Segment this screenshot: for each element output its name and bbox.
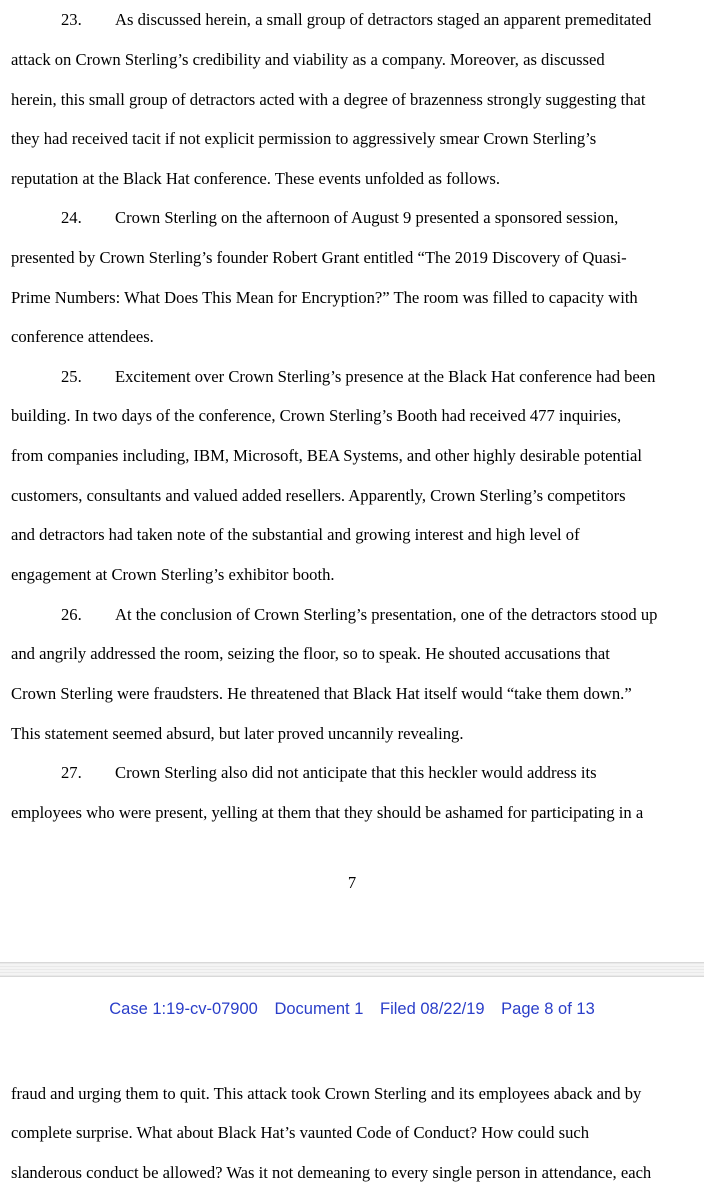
page-8-line-2: complete surprise. What about Black Hat’s vaunted Code of Conduct? How could such <box>11 1123 590 1142</box>
paragraph-25-line-3: from companies including, IBM, Microsoft, BEA Systems, and other highly desirable potential <box>11 446 642 465</box>
paragraph-24-line-4: conference attendees. <box>11 327 154 346</box>
paragraph-number: 26. <box>61 605 82 624</box>
court-filing-header <box>0 999 704 1019</box>
line-text: Crown Sterling also did not anticipate that this heckler would address its <box>115 763 597 782</box>
line-text: As discussed herein, a small group of detractors staged an apparent premeditated <box>115 10 652 29</box>
page-8-line-1: fraud and urging them to quit. This attack took Crown Sterling and its employees aback and by <box>11 1084 642 1103</box>
paragraph-23-line-1 <box>11 10 695 30</box>
page-number: 7 <box>347 873 357 892</box>
filed-date: Filed 08/22/19 <box>380 1000 485 1018</box>
paragraph-24-line-1 <box>11 208 695 228</box>
page-8-line-3: slanderous conduct be allowed? Was it not demeaning to every single person in attendance, each <box>11 1163 652 1182</box>
paragraph-24-line-3: Prime Numbers: What Does This Mean for Encryption?” The room was filled to capacity with <box>11 288 638 307</box>
case-number: Case 1:19-cv-07900 <box>109 1000 258 1018</box>
paragraph-23-line-5: reputation at the Black Hat conference. These events unfolded as follows. <box>11 169 501 188</box>
paragraph-25-line-1 <box>11 367 695 387</box>
paragraph-27-line-2: employees who were present, yelling at them that they should be ashamed for participating in a <box>11 803 644 822</box>
paragraph-23-line-2: attack on Crown Sterling’s credibility and viability as a company. Moreover, as discussed <box>11 50 605 69</box>
paragraph-26-line-2: and angrily addressed the room, seizing the floor, so to speak. He shouted accusations that <box>11 644 610 663</box>
paragraph-25-line-5: and detractors had taken note of the substantial and growing interest and high level of <box>11 525 580 544</box>
line-text: Excitement over Crown Sterling’s presence at the Black Hat conference had been <box>115 367 656 386</box>
paragraph-25-line-2: building. In two days of the conference, Crown Sterling’s Booth had received 477 inquiries, <box>11 406 622 425</box>
paragraph-number: 24. <box>61 208 82 227</box>
paragraph-25-line-4: customers, consultants and valued added resellers. Apparently, Crown Sterling’s competitors <box>11 486 626 505</box>
paragraph-23-line-3: herein, this small group of detractors acted with a degree of brazenness strongly suggesting that <box>11 90 646 109</box>
paragraph-25-line-6: engagement at Crown Sterling’s exhibitor booth. <box>11 565 335 584</box>
paragraph-27-line-1 <box>11 763 695 783</box>
line-text: Crown Sterling on the afternoon of August 9 presented a sponsored session, <box>115 208 619 227</box>
page-separator <box>0 962 704 977</box>
paragraph-24-line-2: presented by Crown Sterling’s founder Robert Grant entitled “The 2019 Discovery of Quasi- <box>11 248 627 267</box>
paragraph-number: 25. <box>61 367 82 386</box>
paragraph-26-line-1 <box>11 605 695 625</box>
paragraph-number: 23. <box>61 10 82 29</box>
paragraph-23-line-4: they had received tacit if not explicit permission to aggressively smear Crown Sterling’s <box>11 129 597 148</box>
paragraph-26-line-3: Crown Sterling were fraudsters. He threatened that Black Hat itself would “take them down.” <box>11 684 632 703</box>
paragraph-26-line-4: This statement seemed absurd, but later proved uncannily revealing. <box>11 724 464 743</box>
page-count: Page 8 of 13 <box>501 1000 595 1018</box>
paragraph-number: 27. <box>61 763 82 782</box>
document-page-8 <box>0 977 704 1200</box>
line-text: At the conclusion of Crown Sterling’s presentation, one of the detractors stood up <box>115 605 658 624</box>
document-number: Document 1 <box>274 1000 364 1018</box>
